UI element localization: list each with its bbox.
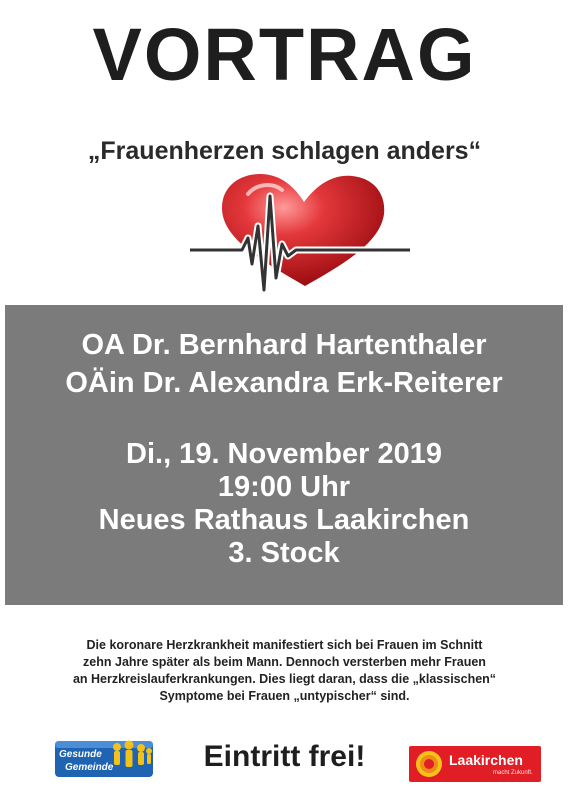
- entry-note: Eintritt frei!: [203, 740, 366, 773]
- info-panel: [5, 305, 563, 605]
- event-date: Di., 19. November 2019: [126, 438, 442, 470]
- event-floor: 3. Stock: [228, 537, 340, 569]
- speaker-2: OÄin Dr. Alexandra Erk-Reiterer: [65, 367, 503, 399]
- event-time: 19:00 Uhr: [217, 471, 351, 503]
- event-venue: Neues Rathaus Laakirchen: [98, 504, 470, 536]
- logo-left-line2: Gemeinde: [65, 762, 114, 773]
- logo-left-line1: Gesunde: [59, 749, 102, 760]
- page-title: VORTRAG: [92, 13, 477, 96]
- description-line: zehn Jahre später als beim Mann. Dennoch versterben mehr Frauen: [83, 655, 486, 669]
- logo-right-slogan: macht Zukunft.: [493, 770, 533, 776]
- laakirchen-emblem-icon: [415, 750, 443, 778]
- logo-right-name: Laakirchen: [449, 752, 523, 768]
- heart-with-ecg-icon: [190, 168, 410, 308]
- description-line: Symptome bei Frauen „untypischer“ sind.: [159, 689, 410, 703]
- description: [20, 637, 549, 705]
- description-line: an Herzkreislauferkrankungen. Dies liegt daran, dass die „klassischen“: [72, 672, 497, 686]
- subtitle: „Frauenherzen schlagen anders“: [87, 137, 482, 165]
- speaker-1: OA Dr. Bernhard Hartenthaler: [81, 329, 487, 361]
- laakirchen-logo: [409, 746, 541, 782]
- description-line: Die koronare Herzkrankheit manifestiert sich bei Frauen im Schnitt: [86, 638, 483, 652]
